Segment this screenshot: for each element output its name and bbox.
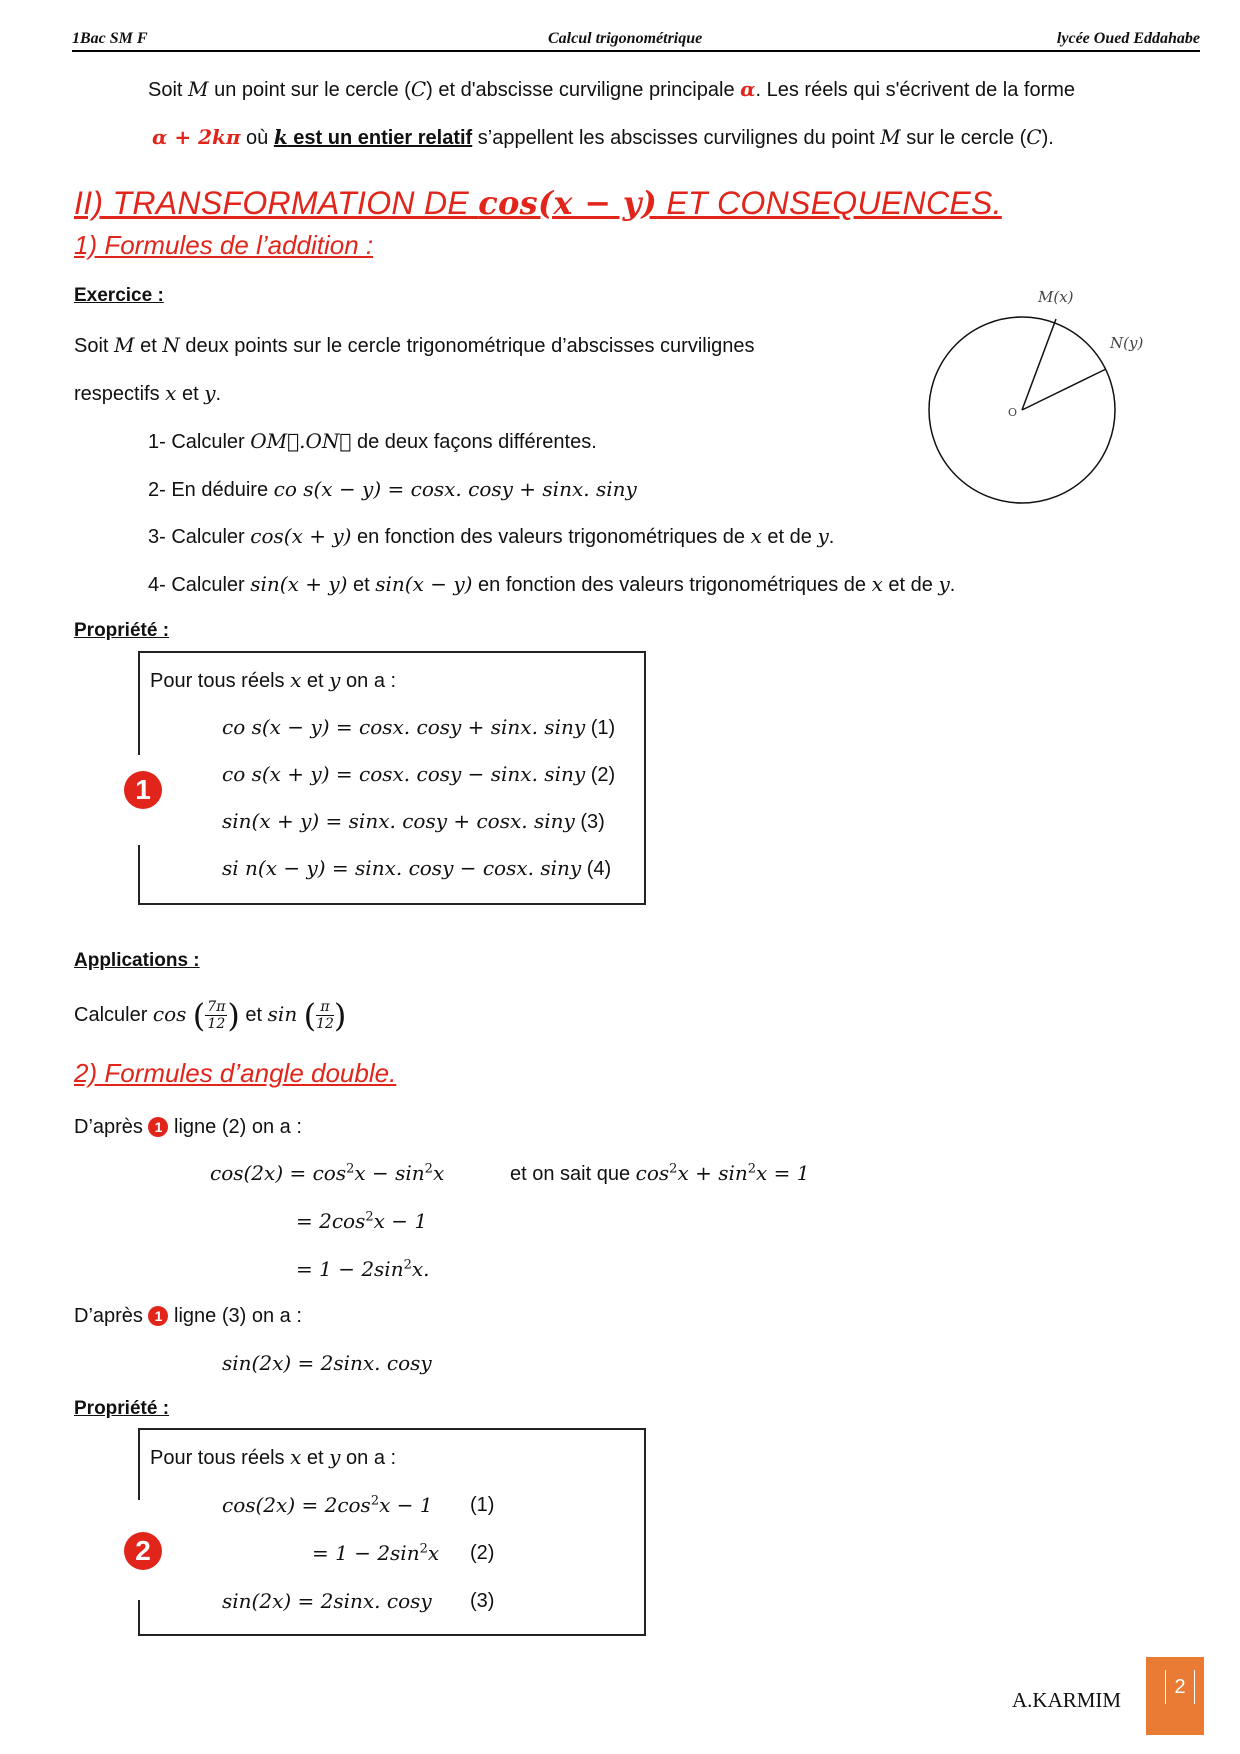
identity-note: et on sait que $\cos^2x + \sin^2x = 1$	[510, 1161, 810, 1185]
property-2-intro: Pour tous réels x et y on a :	[150, 1445, 397, 1469]
page-number: 2	[1165, 1670, 1195, 1704]
question-3: 3- Calculer cos(x + y) en fonction des valeurs trigonométriques de x et de y.	[148, 524, 835, 548]
property-1-intro: Pour tous réels x et y on a :	[150, 668, 397, 692]
header-class: 1Bac SM F	[72, 30, 148, 47]
section-title: II) TRANSFORMATION DE cos(x − y) ET CONSEQUENCES.	[74, 184, 1002, 222]
header-title: Calcul trigonométrique	[548, 30, 703, 47]
formula-number-1: (1)	[470, 1494, 495, 1516]
equation-cos2x-1: $\cos(2x) = \cos^2x - \sin^2x$	[210, 1161, 445, 1185]
header-school: lycée Oued Eddahabe	[1056, 30, 1200, 47]
label-N: N(y)	[1110, 334, 1144, 352]
double-angle-intro-1: D’après 1 ligne (2) on a :	[74, 1116, 302, 1138]
question-2: 2- En déduire co s(x − y) = cosx. cosy + sinx. siny	[148, 477, 637, 501]
badge-1-icon: 1	[124, 771, 162, 809]
formula-cos-sum: co s(x + y) = cosx. cosy − sinx. siny (2)	[222, 762, 616, 786]
applications-label: Applications :	[74, 950, 200, 971]
exercise-text-2: respectifs x et y.	[74, 381, 222, 405]
formula-sin-sum: sin(x + y) = sinx. cosy + cosx. siny (3)	[222, 809, 605, 833]
formula-sin-diff: si n(x − y) = sinx. cosy − cosx. siny (4)	[222, 856, 612, 880]
formula-cos-diff: co s(x − y) = cosx. cosy + sinx. siny (1)	[222, 715, 616, 739]
equation-cos2x-3: = $1 - 2\sin^2x$.	[296, 1257, 430, 1281]
formula-sin2x: sin(2x) = 2sinx. cosy	[222, 1589, 432, 1613]
subsection-addition-title: 1) Formules de l’addition :	[74, 230, 374, 260]
badge-1-small-icon-2: 1	[148, 1306, 168, 1326]
author-name: A.KARMIM	[1012, 1688, 1122, 1712]
page-header	[72, 28, 1200, 52]
equation-cos2x-2: = $2\cos^2x - 1$	[296, 1209, 428, 1233]
formula-cos2x-a: $\cos(2x) = 2\cos^2x - 1$	[222, 1493, 433, 1517]
property-2-label: Propriété :	[74, 1398, 170, 1419]
property-1-label: Propriété :	[74, 620, 170, 641]
badge-2-icon: 2	[124, 1532, 162, 1570]
label-M: M(x)	[1038, 288, 1074, 306]
double-angle-intro-2: D’après 1 ligne (3) on a :	[74, 1305, 302, 1327]
intro-line-1: Soit M un point sur le cercle (C) et d'abscisse curviligne principale α. Les réels qui s'écrivent de la forme	[148, 77, 1076, 101]
property-2-box	[135, 1428, 646, 1636]
equation-sin2x: sin(2x) = 2sinx. cosy	[222, 1351, 432, 1375]
formula-number-3: (3)	[470, 1590, 495, 1612]
intro-line-2: α + 2kπ où k est un entier relatif s’appellent les abscisses curvilignes du point M sur le cercle (C).	[152, 125, 1054, 149]
formula-number-2: (2)	[470, 1542, 495, 1564]
question-4: 4- Calculer sin(x + y) et sin(x − y) en fonction des valeurs trigonométriques de x et de y.	[148, 572, 956, 596]
property-1-box	[135, 651, 646, 905]
exercise-text-1: Soit M et N deux points sur le cercle trigonométrique d’abscisses curvilignes	[74, 333, 755, 357]
subsection-double-angle-title: 2) Formules d’angle double.	[74, 1058, 397, 1088]
exercise-label: Exercice :	[74, 285, 164, 306]
badge-1-small-icon: 1	[148, 1117, 168, 1137]
applications-text: Calculer cos ( $\frac{7\pi}{12}$ ) et sin ( $\frac{\pi}{12}$ )	[74, 996, 347, 1035]
trig-circle-figure	[920, 282, 1160, 522]
question-1: 1- Calculer OM⃗.ON⃗ de deux façons différentes.	[148, 429, 597, 453]
label-O: O	[1008, 406, 1018, 419]
formula-cos2x-b: = $1 - 2\sin^2x$	[312, 1541, 440, 1565]
